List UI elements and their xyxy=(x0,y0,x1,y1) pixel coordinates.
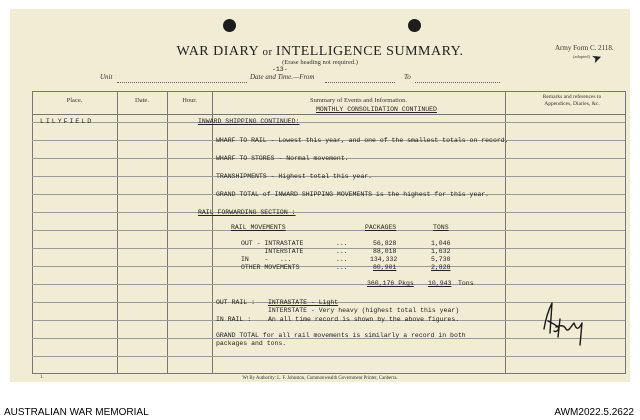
arrow-mark-icon: ➤ xyxy=(589,49,604,67)
form-title xyxy=(10,44,630,60)
caption-source: AUSTRALIAN WAR MEMORIAL xyxy=(4,407,149,418)
rail-row-dots: ... xyxy=(336,256,348,263)
rail-row-label: OTHER MOVEMENTS xyxy=(241,264,300,271)
rail-total-packages: 360,176 Pkgs xyxy=(367,280,414,287)
rail-row-label: INTERSTATE xyxy=(241,248,304,255)
col-divider-place xyxy=(117,91,118,374)
col-divider-hour xyxy=(212,91,213,374)
date-from-line xyxy=(325,82,395,83)
place-entry: LILYFIELD xyxy=(40,118,94,125)
title-or: or xyxy=(259,46,276,58)
out-rail-label: OUT RAIL : xyxy=(216,299,256,306)
rail-row-tons: 1,632 xyxy=(431,248,451,255)
army-form-adapted: (adapted) xyxy=(573,54,590,59)
row-line xyxy=(32,212,625,213)
footer-number: 1. xyxy=(40,375,44,380)
rail-row-dots: ... xyxy=(336,264,348,271)
col-hour: Hour. xyxy=(182,97,197,104)
rail-row-dots: ... xyxy=(336,240,348,247)
title-intelligence-summary: INTELLIGENCE SUMMARY. xyxy=(275,44,464,59)
col-place: Place. xyxy=(66,97,83,104)
out-rail-interstate: INTERSTATE - Very heavy (highest total this year) xyxy=(268,307,460,314)
row-line xyxy=(32,266,625,267)
rail-total-tons-unit: Tons xyxy=(458,280,474,287)
date-number: -13- xyxy=(272,66,288,73)
to-label: To xyxy=(404,73,411,81)
grand-total-inward-entry: GRAND TOTAL of INWARD SHIPPING MOVEMENTS is the highest for this year. xyxy=(216,191,490,198)
printer-authority: Wt By Authority: L. F. Johnston, Commonwealth Government Printer, Canberra. xyxy=(242,376,398,381)
grand-total-rail-line1: GRAND TOTAL for all rail movements is similarly a record in both xyxy=(216,332,466,339)
rail-row-label: OUT - INTRASTATE xyxy=(241,240,304,247)
rail-row-packages: 80,901 xyxy=(373,264,397,271)
col-date: Date. xyxy=(135,97,149,104)
inward-shipping-heading: INWARD SHIPPING CONTINUED: xyxy=(198,118,300,125)
transhipments-entry: TRANSHIPMENTS - Highest total this year. xyxy=(216,173,373,180)
punch-hole-left xyxy=(223,19,236,32)
army-form-number: Army Form C. 2118. xyxy=(555,44,614,52)
wharf-to-rail-entry: WHARF TO RAIL - Lowest this year, and one of the smallest totals on record. xyxy=(216,137,509,144)
caption-bar xyxy=(0,405,640,420)
row-line xyxy=(32,356,625,357)
rail-col-packages: PACKAGES xyxy=(365,224,397,231)
rail-row-tons: 2,828 xyxy=(431,264,451,271)
col-divider-left xyxy=(32,91,33,374)
war-diary-sheet xyxy=(10,9,630,382)
unit-label: Unit xyxy=(100,73,113,81)
col-divider-right xyxy=(625,91,626,374)
rail-col-movements: RAIL MOVEMENTS xyxy=(231,224,286,231)
date-time-label: Date and Time.—From xyxy=(250,73,315,81)
rail-row-dots: ... xyxy=(336,248,348,255)
rail-forwarding-heading: RAIL FORWARDING SECTION : xyxy=(198,209,296,216)
unit-line xyxy=(117,82,247,83)
rail-row-packages: 134,332 xyxy=(370,256,398,263)
in-rail-text: An all time record is shown by the above figures. xyxy=(268,316,460,323)
row-line-bottom xyxy=(32,373,625,374)
col-divider-summary xyxy=(505,91,506,374)
rail-row-packages: 56,828 xyxy=(373,240,397,247)
caption-accession: AWM2022.5.2622 xyxy=(554,407,634,418)
rail-row-tons: 5,730 xyxy=(431,256,451,263)
form-subtitle: (Erase heading not required.) xyxy=(282,59,358,66)
row-line xyxy=(32,284,625,285)
punch-hole-right xyxy=(408,19,421,32)
date-to-line xyxy=(415,82,500,83)
col-remarks xyxy=(518,94,626,108)
col-summary: Summary of Events and Information. xyxy=(310,97,407,104)
rail-col-tons: TONS xyxy=(433,224,449,231)
rail-row-tons: 1,046 xyxy=(431,240,451,247)
consolidation-heading: MONTHLY CONSOLIDATION CONTINUED xyxy=(316,106,437,113)
row-line xyxy=(32,230,625,231)
rail-total-tons: 10,943 xyxy=(428,280,452,287)
out-rail-intrastate: INTRASTATE - Light xyxy=(268,299,339,306)
in-rail-label: IN RAIL : xyxy=(216,316,252,323)
rail-row-label: IN - ... xyxy=(241,256,292,263)
rail-row-packages: 88,018 xyxy=(373,248,397,255)
col-remarks-line2: Appendices, Diaries, &c. xyxy=(544,101,600,107)
wharf-to-stores-entry: WHARF TO STORES - Normal movement. xyxy=(216,155,349,162)
col-divider-date xyxy=(167,91,168,374)
row-line xyxy=(32,122,625,123)
row-line xyxy=(32,248,625,249)
grand-total-rail-line2: packages and tons. xyxy=(216,340,287,347)
handwritten-signature xyxy=(538,299,588,349)
col-remarks-line1: Remarks and references to xyxy=(542,94,602,100)
title-war-diary: WAR DIARY xyxy=(176,44,260,59)
